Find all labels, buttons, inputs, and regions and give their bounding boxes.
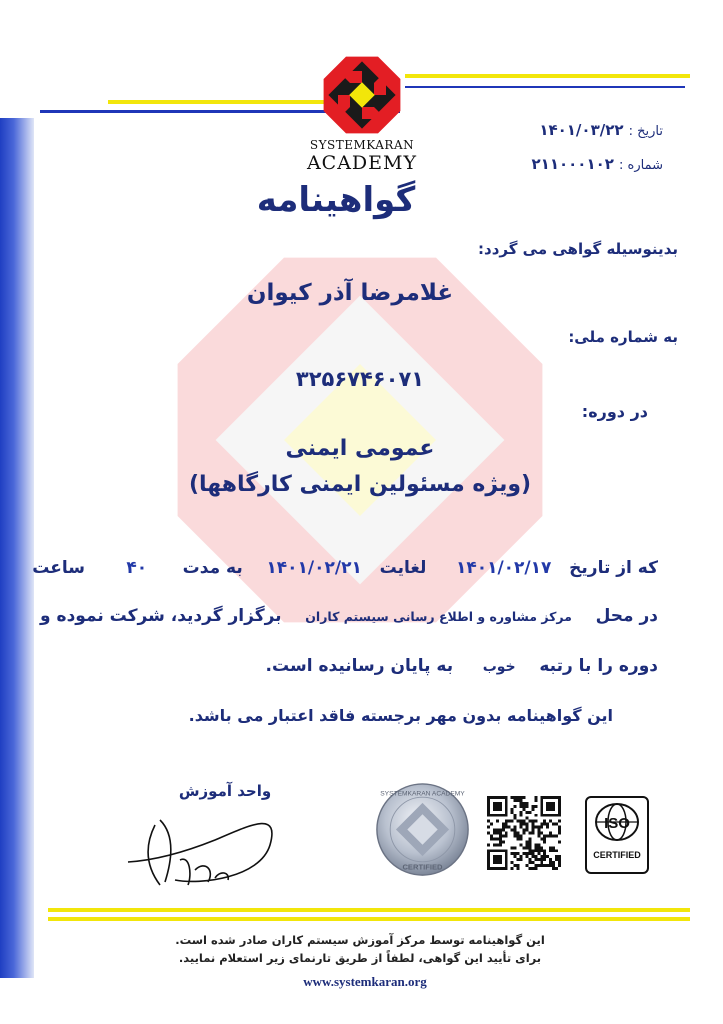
iso-badge bbox=[585, 796, 649, 874]
date-row bbox=[463, 120, 663, 139]
number-label: شماره : bbox=[619, 158, 663, 173]
verification-qr-code[interactable] bbox=[487, 796, 561, 870]
held-text: برگزار گردید، شرکت نموده و bbox=[40, 606, 282, 626]
decor-line bbox=[405, 86, 685, 88]
date-label: تاریخ : bbox=[628, 124, 663, 139]
course-title: عمومی ایمنی bbox=[285, 436, 435, 461]
intro-text: بدینوسیله گواهی می گردد: bbox=[478, 240, 678, 258]
signature-label: واحد آموزش bbox=[178, 782, 272, 800]
detail-line-2 bbox=[40, 606, 658, 626]
national-id-value: ۳۲۵۶۷۴۶۰۷۱ bbox=[295, 367, 425, 391]
side-band bbox=[0, 118, 34, 978]
place-value: مرکز مشاوره و اطلاع رسانی سیستم کاران bbox=[305, 609, 572, 624]
globe-icon bbox=[587, 798, 647, 846]
embossed-seal bbox=[375, 782, 470, 877]
from-label: که از تاریخ bbox=[569, 558, 658, 578]
duration-label: به مدت bbox=[182, 558, 243, 578]
recipient-name: غلامرضا آذر کیوان bbox=[246, 280, 454, 306]
course-label: در دوره: bbox=[581, 402, 648, 421]
national-id-label: به شماره ملی: bbox=[568, 328, 678, 346]
decor-line bbox=[48, 908, 690, 912]
to-date: ۱۴۰۱/۰۲/۲۱ bbox=[266, 558, 362, 578]
place-label: در محل bbox=[595, 606, 658, 626]
to-label: لغایت bbox=[379, 558, 427, 578]
decor-line bbox=[48, 917, 690, 921]
website-link[interactable]: www.systemkaran.org bbox=[303, 974, 427, 989]
number-value: ۲۱۱۰۰۰۱۰۲ bbox=[531, 155, 614, 173]
iso-text: ISO bbox=[604, 815, 630, 832]
course-subtitle: (ویژه مسئولین ایمنی کارگاهها) bbox=[188, 472, 532, 497]
rank-value: خوب bbox=[482, 659, 516, 675]
footer-line-1: این گواهینامه توسط مرکز آموزش سیستم کاران صادر شده است. bbox=[175, 933, 545, 947]
brand-name: SYSTEMKARAN bbox=[309, 138, 415, 152]
decor-line bbox=[405, 74, 690, 78]
hours-value: ۴۰ bbox=[126, 558, 148, 578]
hours-label: ساعت bbox=[32, 558, 85, 578]
detail-line-1 bbox=[32, 558, 658, 578]
date-value: ۱۴۰۱/۰۳/۲۲ bbox=[539, 121, 624, 139]
from-date: ۱۴۰۱/۰۲/۱۷ bbox=[455, 558, 552, 578]
seal-ring-text: SYSTEMKARAN ACADEMY bbox=[380, 790, 465, 798]
footer-line-2: برای تأیید این گواهی، لطفاً از طریق تارنمای زیر استعلام نمایید. bbox=[178, 951, 542, 965]
brand-subtitle: ACADEMY bbox=[306, 152, 418, 174]
rank-prefix: دوره را با رتبه bbox=[539, 656, 658, 676]
rank-suffix: به پایان رسانیده است. bbox=[265, 656, 454, 676]
detail-line-3 bbox=[98, 656, 658, 676]
signature-graphic bbox=[120, 800, 295, 895]
number-row bbox=[463, 154, 663, 173]
academy-logo bbox=[322, 55, 402, 135]
seal-bottom-text: CERTIFIED bbox=[402, 862, 443, 872]
iso-sub: CERTIFIED bbox=[593, 850, 641, 860]
validity-note: این گواهینامه بدون مهر برجسته فاقد اعتبار می باشد. bbox=[188, 706, 613, 725]
certificate-title: گواهینامه bbox=[256, 180, 416, 220]
